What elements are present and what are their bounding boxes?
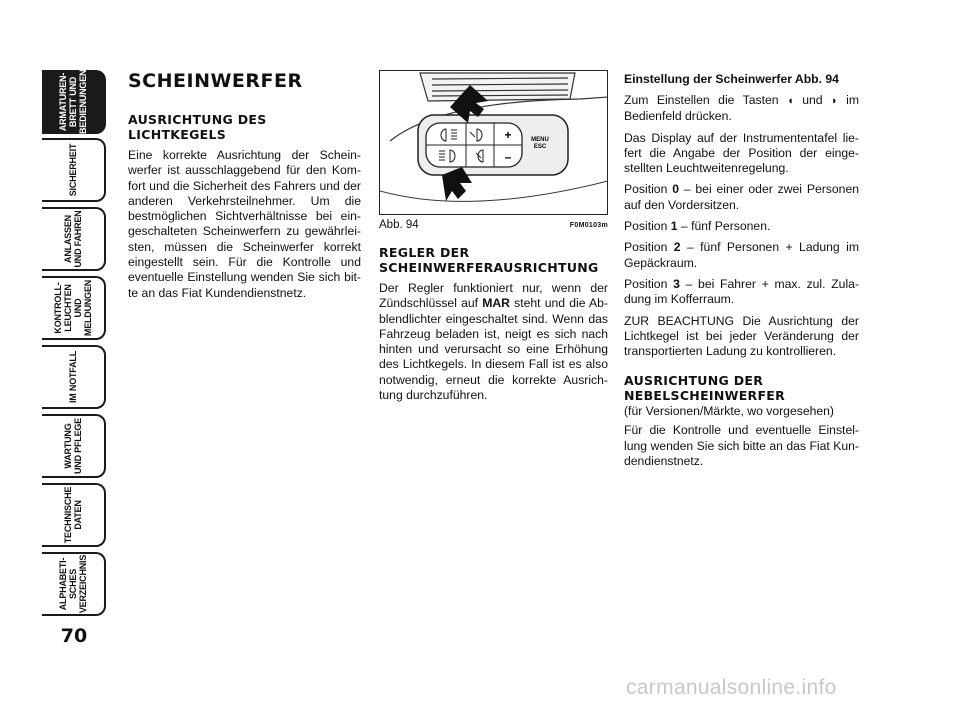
tab-kontrollleuchten[interactable] xyxy=(42,276,106,340)
tab-wartung[interactable] xyxy=(42,414,106,478)
position-number: 2 xyxy=(673,240,681,255)
page-number: 70 xyxy=(60,625,88,647)
tab-armaturenbrett[interactable] xyxy=(42,70,106,134)
tab-label: WARTUNG UND PFLEGE xyxy=(63,418,83,475)
column-3 xyxy=(624,70,859,475)
tab-verzeichnis[interactable] xyxy=(42,552,106,616)
text-span: Position xyxy=(624,219,671,234)
tab-im-notfall[interactable] xyxy=(42,345,106,409)
tab-label: TECHNISCHE DATEN xyxy=(63,486,83,544)
section-heading-nebel xyxy=(624,373,859,419)
tab-anlassen[interactable] xyxy=(42,207,106,271)
paragraph-lichtkegel: Eine korrekte Ausrichtung der Schein- werfer ist ausschlaggebend für den Kom- fort und die Sicherheit des Fahrers und der anderen Verkehrsteilnehmer. Um die bestmöglichen Sichtverhältnisse bei ein- geschalteten Scheinwerfern zu gewährlei- sten, müssen die Scheinwerfer korrekt eingestellt sein. Für die Kontrolle und eventuelle Einstellung wenden Sie sich bit- te an das Fiat Kundendienstnetz. xyxy=(128,148,361,300)
text-span: – bei Fahrer + max. zul. Zula- dung im Kofferraum. xyxy=(624,276,860,307)
text-span: Position xyxy=(624,240,674,255)
text-span: Position xyxy=(624,182,673,197)
tab-label: KONTROLL- LEUCHTEN UND MELDUNGEN xyxy=(53,279,93,337)
tab-label: ARMATUREN- BRETT UND BEDIENUNGEN xyxy=(58,69,88,134)
bold-mar: MAR xyxy=(482,296,510,311)
column-2 xyxy=(379,70,608,409)
position-number: 3 xyxy=(673,276,680,291)
text-span: Zum Einstellen die Tasten xyxy=(624,93,788,107)
paragraph-note: ZUR BEACHTUNG Die Ausrichtung der Lichtkegel ist bei jeder Veränderung der transportierten Ladung zu kontrollieren. xyxy=(624,313,859,359)
position-number: 1 xyxy=(670,219,678,234)
text-span: Der Regler funktioniert nur, wenn der Zündschlüssel auf xyxy=(379,281,608,311)
text-span: steht und die Ab- blendlichter eingeschaltet sind. Wenn das Fahrzeug beladen ist, neigt es sich nach hinten und verursacht so eine Erhöhung des Lichtkegels. In diesem Fall ist es also notwendig, erneut die korrekte Ausrich- tung durchzuführen. xyxy=(379,296,608,403)
tab-label: SICHERHEIT xyxy=(68,143,78,197)
tab-label: ANLASSEN UND FAHREN xyxy=(63,210,83,268)
figure-headlight-control xyxy=(379,70,608,215)
text-span: – fünf Personen + Ladung im Gepäckraum. xyxy=(624,240,859,270)
heading-text: AUSRICHTUNG DER NEBELSCHEINWERFER xyxy=(624,373,786,404)
figure-code: F0M0103m xyxy=(569,221,608,229)
tab-sicherheit[interactable] xyxy=(42,138,106,202)
tab-label: ALPHABETI- SCHES VERZEICHNIS xyxy=(58,554,88,614)
position-3 xyxy=(624,277,859,308)
tab-label: IM NOTFALL xyxy=(68,351,78,403)
text-span: im Bedienfeld drücken. xyxy=(624,93,859,124)
headlight-down-icon: ◖ xyxy=(787,95,794,107)
minus-label: – xyxy=(504,150,512,164)
headlight-up-icon: ◗ xyxy=(831,95,838,107)
text-span: und xyxy=(793,93,831,107)
tab-technische-daten[interactable] xyxy=(42,483,106,547)
heading-subtext: (für Versionen/Märkte, wo vorgesehen) xyxy=(624,404,834,419)
page-title: SCHEINWERFER xyxy=(128,70,303,92)
text-span: – bei einer oder zwei Personen auf den Vordersitzen. xyxy=(624,182,859,212)
position-number: 0 xyxy=(672,182,679,197)
figure-caption: Abb. 94 xyxy=(379,219,419,231)
figure-caption-row xyxy=(379,219,608,231)
menu-label: MENU xyxy=(531,137,549,143)
esc-label: ESC xyxy=(533,144,547,150)
text-span: – fünf Personen. xyxy=(677,219,771,234)
position-0 xyxy=(624,182,859,213)
position-1 xyxy=(624,219,859,234)
plus-label: + xyxy=(504,128,512,142)
paragraph-regler xyxy=(379,281,608,403)
watermark: carmanualsonline.info xyxy=(626,676,837,699)
paragraph-nebel: Für die Kontrolle und eventuelle Einstel- lung wenden Sie sich bitte an das Fiat Kun- dendienstnetz. xyxy=(624,423,859,469)
paragraph-display: Das Display auf der Instrumententafel lie- fert die Angabe der Position der einge- stellten Leuchtweitenregelung. xyxy=(624,130,859,176)
headlight-control-illustration xyxy=(380,71,608,215)
section-heading-lichtkegel: AUSRICHTUNG DES LICHTKEGELS xyxy=(128,112,267,142)
section-heading-regler: REGLER DER SCHEINWERFERAUSRICHTUNG xyxy=(379,245,599,275)
column-1 xyxy=(128,70,361,307)
paragraph-tasten xyxy=(624,93,859,125)
text-span: Position xyxy=(624,276,674,291)
position-2 xyxy=(624,240,859,271)
subheading-einstellung: Einstellung der Scheinwerfer Abb. 94 xyxy=(624,72,839,86)
